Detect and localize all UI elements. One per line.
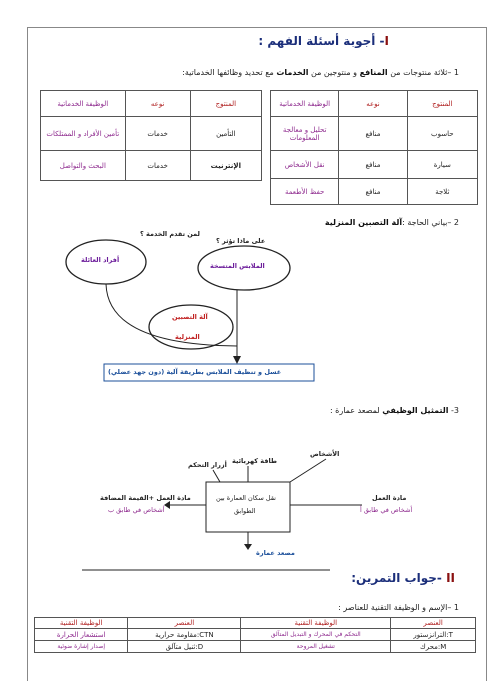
section-2-title xyxy=(351,571,455,585)
q2-bold: آلة التصبين المنزلية xyxy=(324,218,403,227)
q2-pre: –بياني الحاجة : xyxy=(402,218,454,227)
diagram-machine-line2: المنزلية xyxy=(175,333,200,341)
table-cell: تشغيل المروحة xyxy=(241,641,391,653)
services-header-type: نوعه xyxy=(125,91,190,117)
func-people: الأشخاص xyxy=(310,450,340,458)
table-cell: خدمات xyxy=(125,117,190,151)
elements-table xyxy=(34,617,476,653)
q1-mid: و منتوجين من xyxy=(308,68,360,77)
table-cell: التحكم في المحرك و التبديل المتآلق xyxy=(241,629,391,641)
table-cell: منافع xyxy=(339,179,407,205)
diagram-goal: غسل و تنظيف الملابس بطريقة آلية (دون جهد عضلي) xyxy=(108,368,282,376)
func-output-line2: أشخاص في طابق ب xyxy=(108,506,165,514)
elements-header: الوظيفة التقنية xyxy=(35,618,128,629)
benefits-header-product: المنتوج xyxy=(407,91,477,117)
table-cell: منافع xyxy=(339,151,407,179)
diagram-clothes: الملابس المتسخة xyxy=(210,262,265,270)
func-input-line1: مادة العمل xyxy=(372,494,407,502)
table-cell: تأمين الأفراد و الممتلكات xyxy=(41,117,126,151)
table-row xyxy=(35,641,476,653)
table-cell: البحث والتواصل xyxy=(41,151,126,181)
table-cell: منافع xyxy=(339,117,407,151)
elements-header: العنصر xyxy=(391,618,476,629)
table-cell: خدمات xyxy=(125,151,190,181)
q1-number: 1 xyxy=(453,68,459,77)
table-cell: الإنترنيت xyxy=(190,151,261,181)
q3-post: لمصعد عمارة : xyxy=(329,406,383,415)
func-box-line2: الطوابق xyxy=(234,507,256,515)
q3-pre: - xyxy=(448,406,454,415)
func-output-line1: مادة العمل +القيمة المضافة xyxy=(100,494,191,502)
q3-number: 3 xyxy=(453,406,459,415)
elements-header: الوظيفة التقنية xyxy=(241,618,391,629)
diagram-family: أفراد العائلة xyxy=(81,256,120,264)
table-cell: إصدار إشارة ضوئية xyxy=(35,641,128,653)
table-cell: استشعار الحرارة xyxy=(35,629,128,641)
q1-pre: –ثلاثة منتوجات من xyxy=(387,68,454,77)
diagram-machine-line1: آلة التصبين xyxy=(172,313,208,321)
func-energy: طاقة كهربائية xyxy=(232,457,278,465)
table-cell: حفظ الأطعمة xyxy=(271,179,339,205)
table-cell: CTN:مقاومة حرارية xyxy=(128,629,241,641)
q1-bold-benefits: المنافع xyxy=(359,68,388,77)
benefits-header-function: الوظيفة الخدماتية xyxy=(271,91,339,117)
section-2-heading: -جواب التمرين: xyxy=(351,571,447,585)
services-header-function: الوظيفة الخدماتية xyxy=(41,91,126,117)
diagram-question-who: لمن تقدم الخدمة ؟ xyxy=(140,230,200,238)
func-controls: أزرار التحكم xyxy=(188,461,227,469)
table-cell: D:ثنيل متآلق xyxy=(128,641,241,653)
table-row xyxy=(35,629,476,641)
section-1-heading: - أجوبة أسئلة الفهم : xyxy=(258,34,385,48)
table-cell: نقل الأشخاص xyxy=(271,151,339,179)
benefits-header-type: نوعه xyxy=(339,91,407,117)
q1-bold-services: الخدمات xyxy=(276,68,309,77)
question-3-text xyxy=(330,406,459,415)
q1-post: مع تحديد وظائفها الخدماتية: xyxy=(182,68,277,77)
elements-header: العنصر xyxy=(128,618,241,629)
services-header-product: المنتوج xyxy=(190,91,261,117)
func-box-line1: نقل سكان العمارة بين xyxy=(216,494,276,502)
diagram-question-what: على ماذا تؤثر ؟ xyxy=(216,237,266,245)
func-system: مصعد عمارة xyxy=(256,549,295,557)
table-cell: T:الترانزستور xyxy=(391,629,476,641)
section-2-number: II xyxy=(446,571,455,585)
table-cell: سيارة xyxy=(407,151,477,179)
exercise-question-1: 1 –الإسم و الوظيفة التقنية للعناصر : xyxy=(338,603,459,612)
table-cell: تحليل و معالجة المعلومات xyxy=(271,117,339,151)
table-cell: ثلاجة xyxy=(407,179,477,205)
table-cell: حاسوب xyxy=(407,117,477,151)
section-1-number: I xyxy=(384,34,389,48)
q3-bold: التمثيل الوظيفي xyxy=(382,406,449,415)
q2-number: 2 xyxy=(453,218,459,227)
table-cell: التأمين xyxy=(190,117,261,151)
table-cell: M:محرك xyxy=(391,641,476,653)
func-input-line2: أشخاص في طابق أ xyxy=(360,506,413,514)
